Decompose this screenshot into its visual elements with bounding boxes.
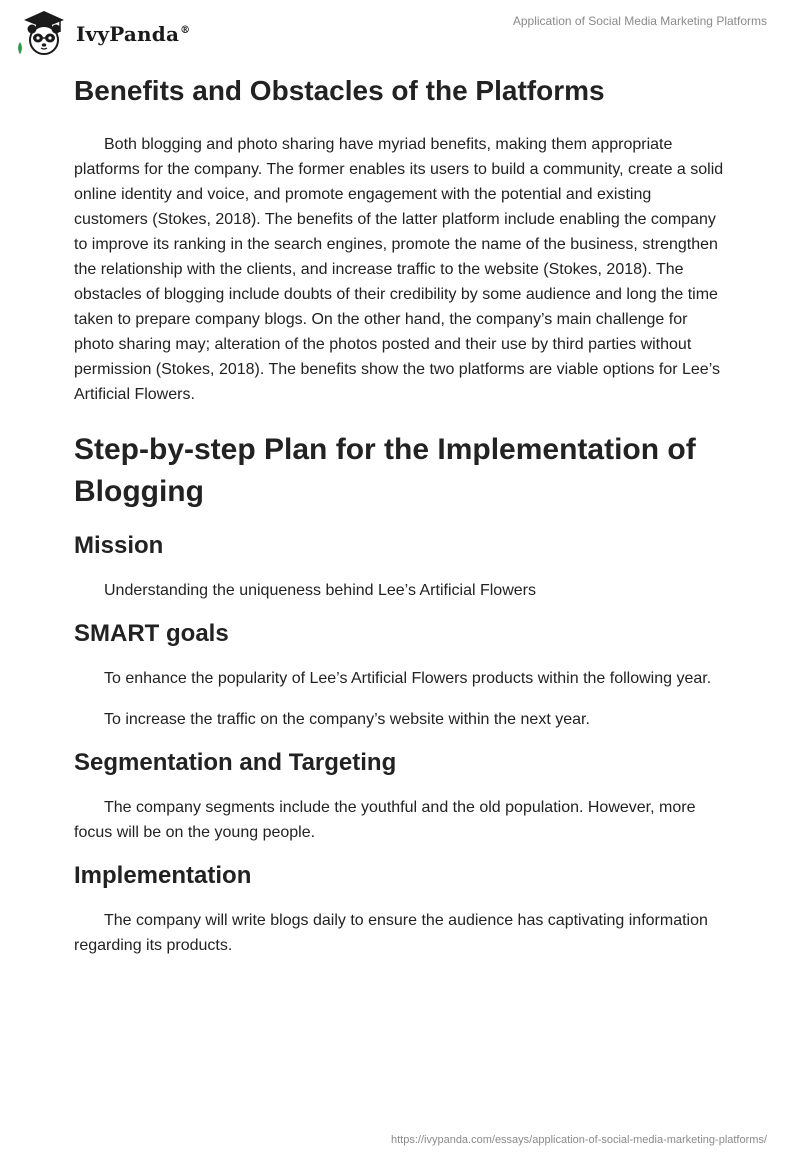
- subheading-mission: Mission: [74, 532, 164, 559]
- implementation-paragraph: The company will write blogs daily to ensure the audience has captivating information regarding its products.: [74, 912, 708, 954]
- smart-goals-paragraph-1: To enhance the popularity of Lee’s Artificial Flowers products within the following year.: [104, 670, 712, 687]
- subheading-smart-goals: SMART goals: [74, 620, 229, 647]
- section-heading-plan: Step-by-step Plan for the Implementation of Blogging: [74, 433, 696, 508]
- benefits-paragraph: Both blogging and photo sharing have myriad benefits, making them appropriate platforms for the company. The former enables its users to build a community, create a solid online identity and voice, and promote engagement with the potential and existing customers (Stokes, 2018). The benefits of the latter platform include enabling the company to improve its ranking in the search engines, promote the name of the business, strengthen the relationship with the clients, and increase traffic to the website (Stokes, 2018). The obstacles of blogging include doubts of their credibility by some audience and long the time taken to prepare company blogs. On the other hand, the company’s main challenge for photo sharing may; alteration of the photos posted and their use by third parties without permission (Stokes, 2018). The benefits show the two platforms are viable options for Lee’s Artificial Flowers.: [74, 136, 724, 403]
- page-header: [0, 0, 800, 64]
- source-url-link[interactable]: https://ivypanda.com/essays/application-of-social-media-marketing-platforms/: [391, 1134, 767, 1146]
- smart-goals-paragraph-2: To increase the traffic on the company’s website within the next year.: [104, 711, 590, 728]
- mission-paragraph: Understanding the uniqueness behind Lee’s Artificial Flowers: [104, 582, 536, 599]
- subheading-segmentation: Segmentation and Targeting: [74, 749, 397, 776]
- document-title: Application of Social Media Marketing Platforms: [512, 14, 767, 28]
- ivypanda-logo[interactable]: [14, 8, 190, 58]
- article-content: [74, 72, 724, 958]
- subheading-implementation: Implementation: [74, 862, 252, 889]
- panda-mascot-icon: [14, 8, 74, 58]
- section-heading-benefits: Benefits and Obstacles of the Platforms: [74, 75, 605, 106]
- segmentation-paragraph: The company segments include the youthful and the old population. However, more focus will be on the young people.: [74, 799, 696, 841]
- brand-name: IvyPanda®: [76, 22, 191, 46]
